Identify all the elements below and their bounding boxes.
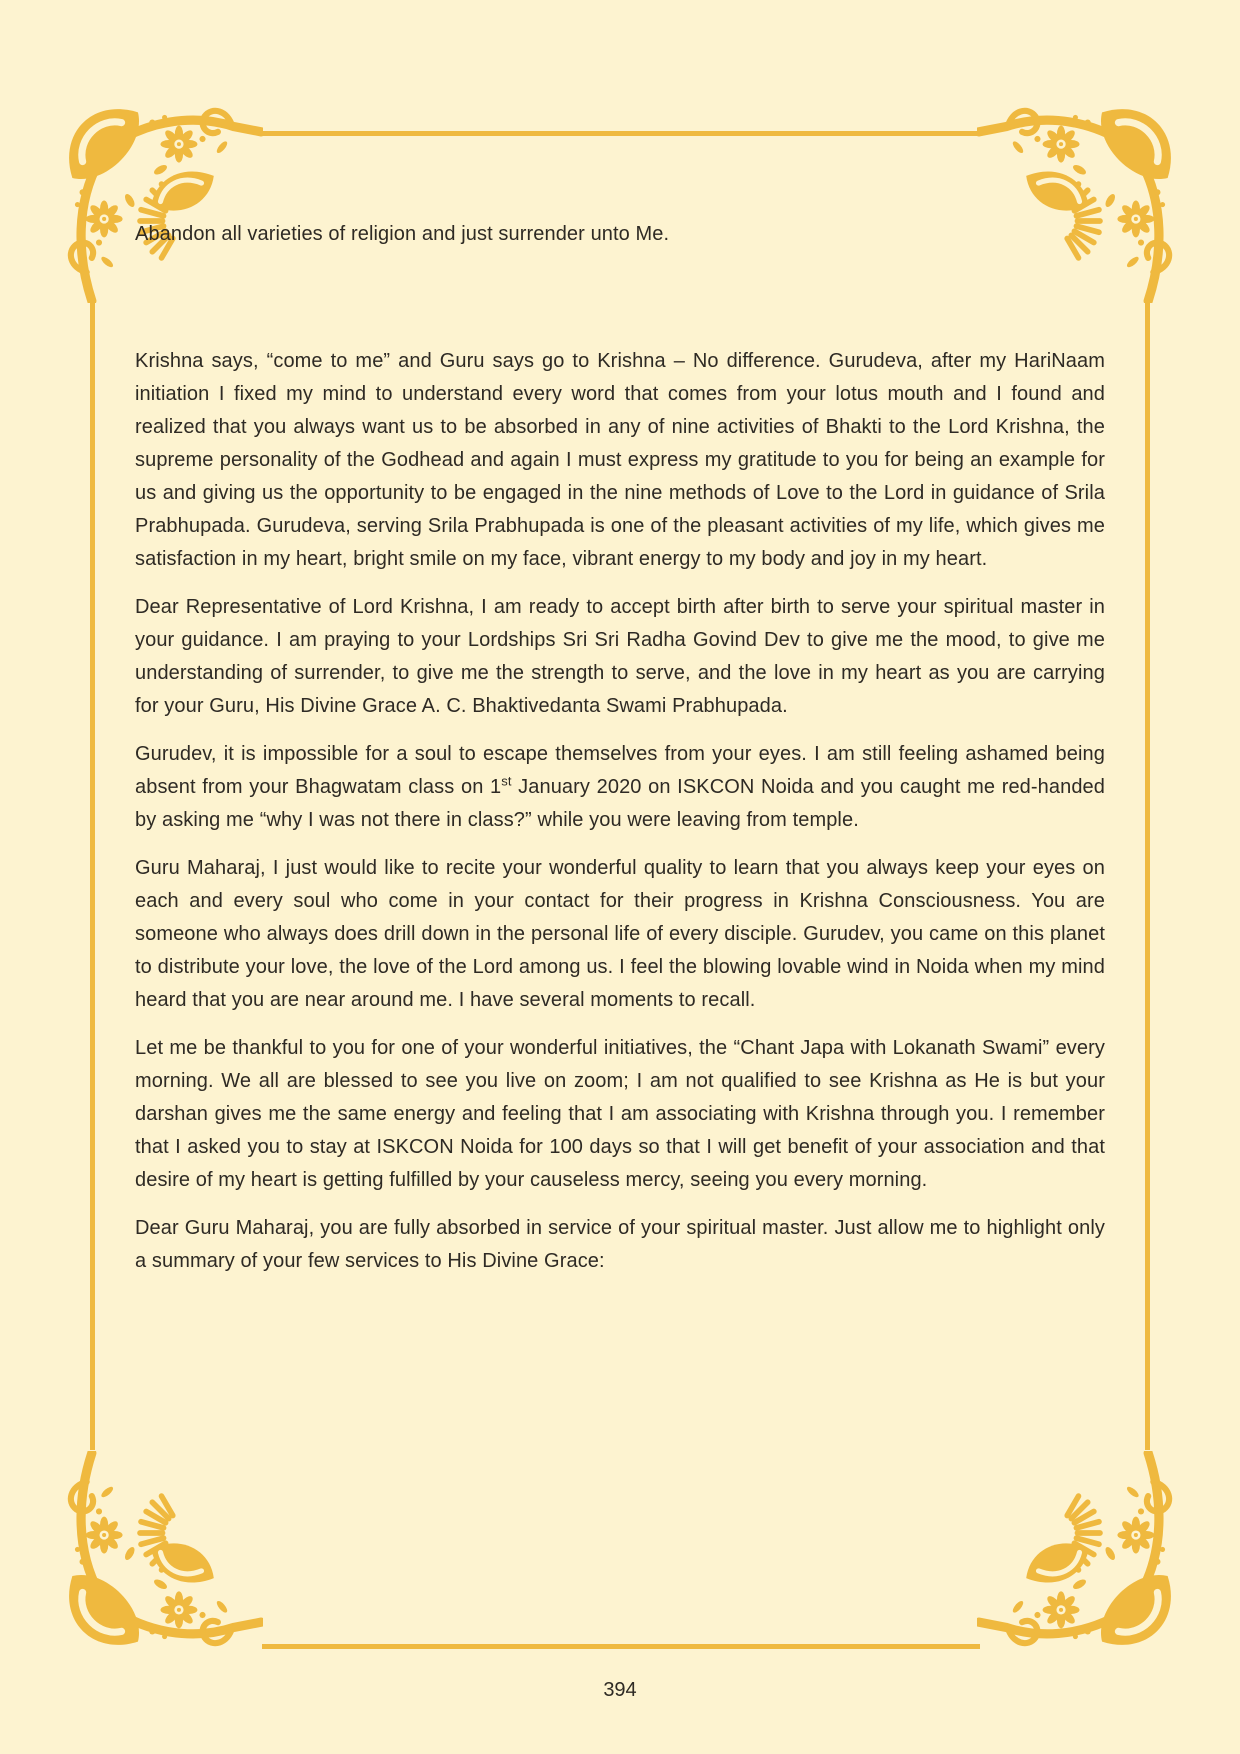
corner-flourish-bottom-left-icon	[58, 1451, 263, 1656]
page-number: 394	[603, 1679, 637, 1701]
body-paragraph	[135, 738, 1105, 837]
body-paragraph: Dear Guru Maharaj, you are fully absorbed in service of your spiritual master. Just allow me to highlight only a summary of your few services to His Divine Grace:	[135, 1217, 1105, 1272]
ordinal-superscript: st	[501, 773, 512, 789]
frame-border-left	[90, 300, 95, 1450]
frame-border-top	[262, 131, 980, 136]
frame-border-bottom	[262, 1644, 980, 1649]
verse-quote-text: Abandon all varieties of religion and just surrender unto Me.	[135, 223, 670, 245]
paragraph-text-segment: January 2020 on ISKCON Noida and you caught me red-handed by asking me “why I was not there in class?” while you were leaving from temple.	[135, 776, 1105, 831]
body-paragraph: Dear Representative of Lord Krishna, I am ready to accept birth after birth to serve your spiritual master in your guidance. I am praying to your Lordships Sri Sri Radha Govind Dev to give me the mood, to give me understanding of surrender, to give me the strength to serve, and the love in my heart as you are carrying for your Guru, His Divine Grace A. C. Bhaktivedanta Swami Prabhupada.	[135, 596, 1105, 717]
frame-border-right	[1145, 300, 1150, 1450]
corner-flourish-bottom-right-icon	[977, 1451, 1182, 1656]
body-paragraph: Krishna says, “come to me” and Guru says go to Krishna – No difference. Gurudeva, after my HariNaam initiation I fixed my mind to understand every word that comes from your lotus mouth and I found and realized that you always want us to be absorbed in any of nine activities of Bhakti to the Lord Krishna, the supreme personality of the Godhead and again I must express my gratitude to you for being an example for us and giving us the opportunity to be engaged in the nine methods of Love to the Lord in guidance of Srila Prabhupada. Gurudeva, serving Srila Prabhupada is one of the pleasant activities of my life, which gives me satisfaction in my heart, bright smile on my face, vibrant energy to my body and joy in my heart.	[135, 350, 1105, 570]
paragraph-text-segment: Gurudev, it is impossible for a soul to escape themselves from your eyes. I am still feeling ashamed being absent from your Bhagwatam class on 1	[135, 743, 1105, 798]
page-text-block	[135, 218, 1105, 1293]
body-paragraph: Guru Maharaj, I just would like to recite your wonderful quality to learn that you always keep your eyes on each and every soul who come in your contact for their progress in Krishna Consciousness. You are someone who always does drill down in the personal life of every disciple. Gurudev, you came on this planet to distribute your love, the love of the Lord among us. I feel the blowing lovable wind in Noida when my mind heard that you are near around me. I have several moments to recall.	[135, 857, 1105, 1011]
body-paragraph: Let me be thankful to you for one of your wonderful initiatives, the “Chant Japa with Lokanath Swami” every morning. We all are blessed to see you live on zoom; I am not qualified to see Krishna as He is but your darshan gives me the same energy and feeling that I am associating with Krishna through you. I remember that I asked you to stay at ISKCON Noida for 100 days so that I will get benefit of your association and that desire of my heart is getting fulfilled by your causeless mercy, seeing you every morning.	[135, 1037, 1105, 1191]
